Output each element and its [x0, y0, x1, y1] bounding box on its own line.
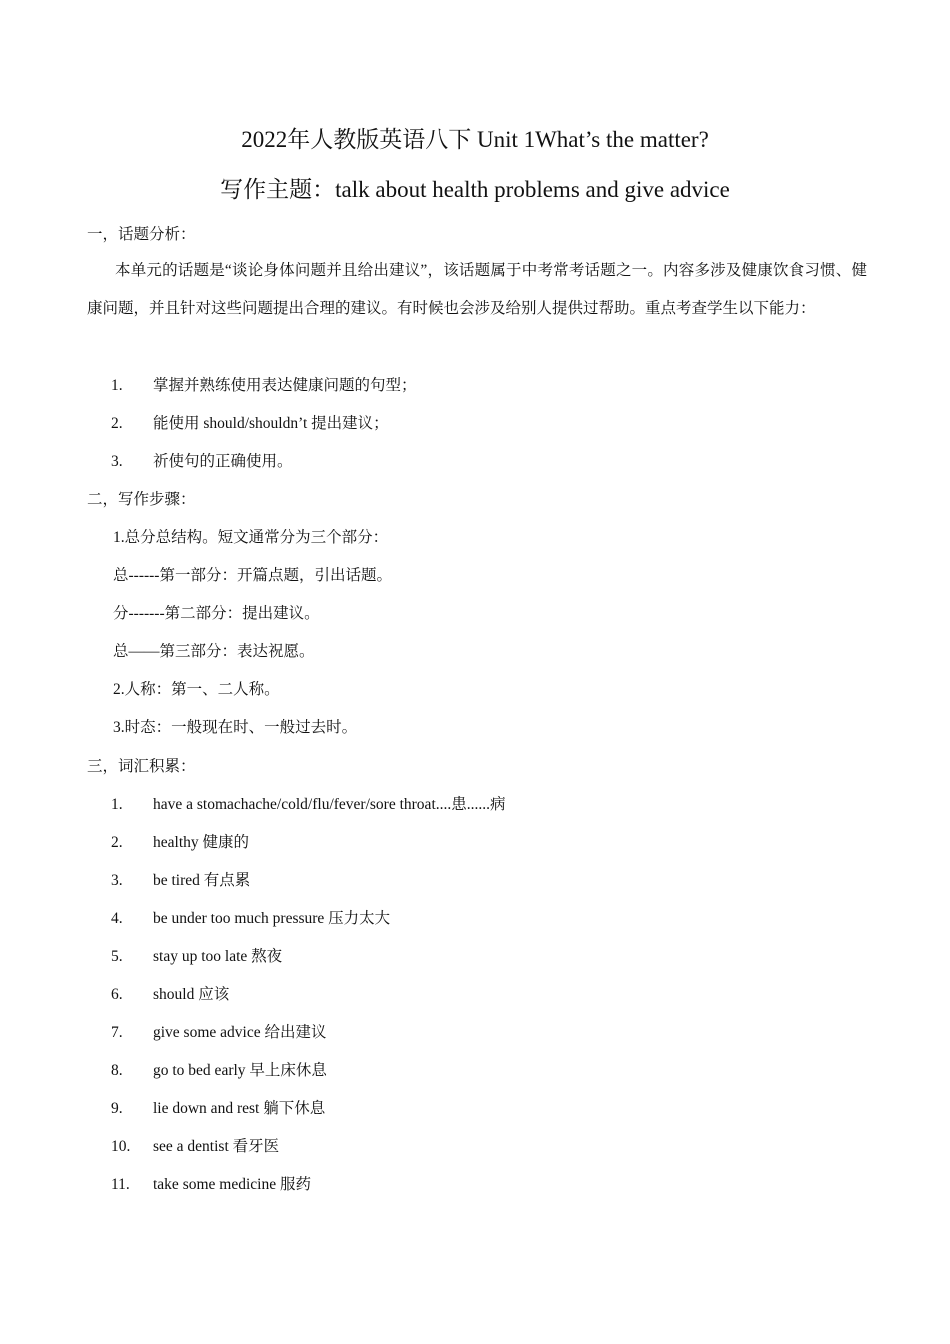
section2-line-4: 总——第三部分：表达祝愿。 [113, 643, 315, 660]
vocab-item-8-text: go to bed early 早上床休息 [153, 1062, 327, 1079]
section2-line-2: 总------第一部分：开篇点题，引出话题。 [113, 567, 392, 584]
vocab-item-6-number: 6. [111, 986, 123, 1003]
section3-heading: 三，词汇积累： [87, 758, 196, 775]
section1-item-2-text: 能使用 should/shouldn’t 提出建议； [153, 415, 389, 432]
vocab-item-8-number: 8. [111, 1062, 123, 1079]
vocab-item-3-text: be tired 有点累 [153, 872, 251, 889]
section2-heading: 二，写作步骤： [87, 491, 196, 508]
vocab-item-10-number: 10. [111, 1138, 131, 1155]
section1-item-1-text: 掌握并熟练使用表达健康问题的句型； [153, 377, 417, 394]
vocab-item-5-text: stay up too late 熬夜 [153, 948, 283, 965]
vocab-item-9-text: lie down and rest 躺下休息 [153, 1100, 326, 1117]
section1-item-3-number: 3. [111, 453, 123, 470]
document-title: 2022年人教版英语八下 Unit 1What’s the matter? [241, 127, 709, 152]
section1-heading: 一，话题分析： [87, 226, 196, 243]
vocab-item-11-text: take some medicine 服药 [153, 1176, 311, 1193]
vocab-item-4-text: be under too much pressure 压力太大 [153, 910, 391, 927]
vocab-item-2-number: 2. [111, 834, 123, 851]
vocab-item-1-text: have a stomachache/cold/flu/fever/sore throat....患......病 [153, 796, 506, 813]
section1-item-1-number: 1. [111, 377, 123, 394]
vocab-item-7-number: 7. [111, 1024, 123, 1041]
document-subtitle: 写作主题：talk about health problems and give advice [220, 177, 730, 202]
vocab-item-2-text: healthy 健康的 [153, 834, 249, 851]
vocab-item-3-number: 3. [111, 872, 123, 889]
section1-item-3-text: 祈使句的正确使用。 [153, 453, 293, 470]
section2-line-6: 3.时态：一般现在时、一般过去时。 [113, 719, 358, 736]
vocab-item-6-text: should 应该 [153, 986, 230, 1003]
section1-paragraph: 本单元的话题是“谈论身体问题并且给出建议”，该话题属于中考常考话题之一。内容多涉及健康饮食习惯、健康问题，并且针对这些问题提出合理的建议。有时候也会涉及给别人提供过帮助。重点考查学生以下能力： [87, 262, 867, 317]
vocab-item-4-number: 4. [111, 910, 123, 927]
section2-line-5: 2.人称：第一、二人称。 [113, 681, 280, 698]
vocab-item-5-number: 5. [111, 948, 123, 965]
vocab-item-10-text: see a dentist 看牙医 [153, 1138, 280, 1155]
section1-item-2-number: 2. [111, 415, 123, 432]
vocab-item-7-text: give some advice 给出建议 [153, 1024, 327, 1041]
vocab-item-9-number: 9. [111, 1100, 123, 1117]
vocab-item-11-number: 11. [111, 1176, 130, 1193]
section2-line-3: 分-------第二部分：提出建议。 [113, 605, 320, 622]
vocab-item-1-number: 1. [111, 796, 123, 813]
section2-line-1: 1.总分总结构。短文通常分为三个部分： [113, 529, 389, 546]
